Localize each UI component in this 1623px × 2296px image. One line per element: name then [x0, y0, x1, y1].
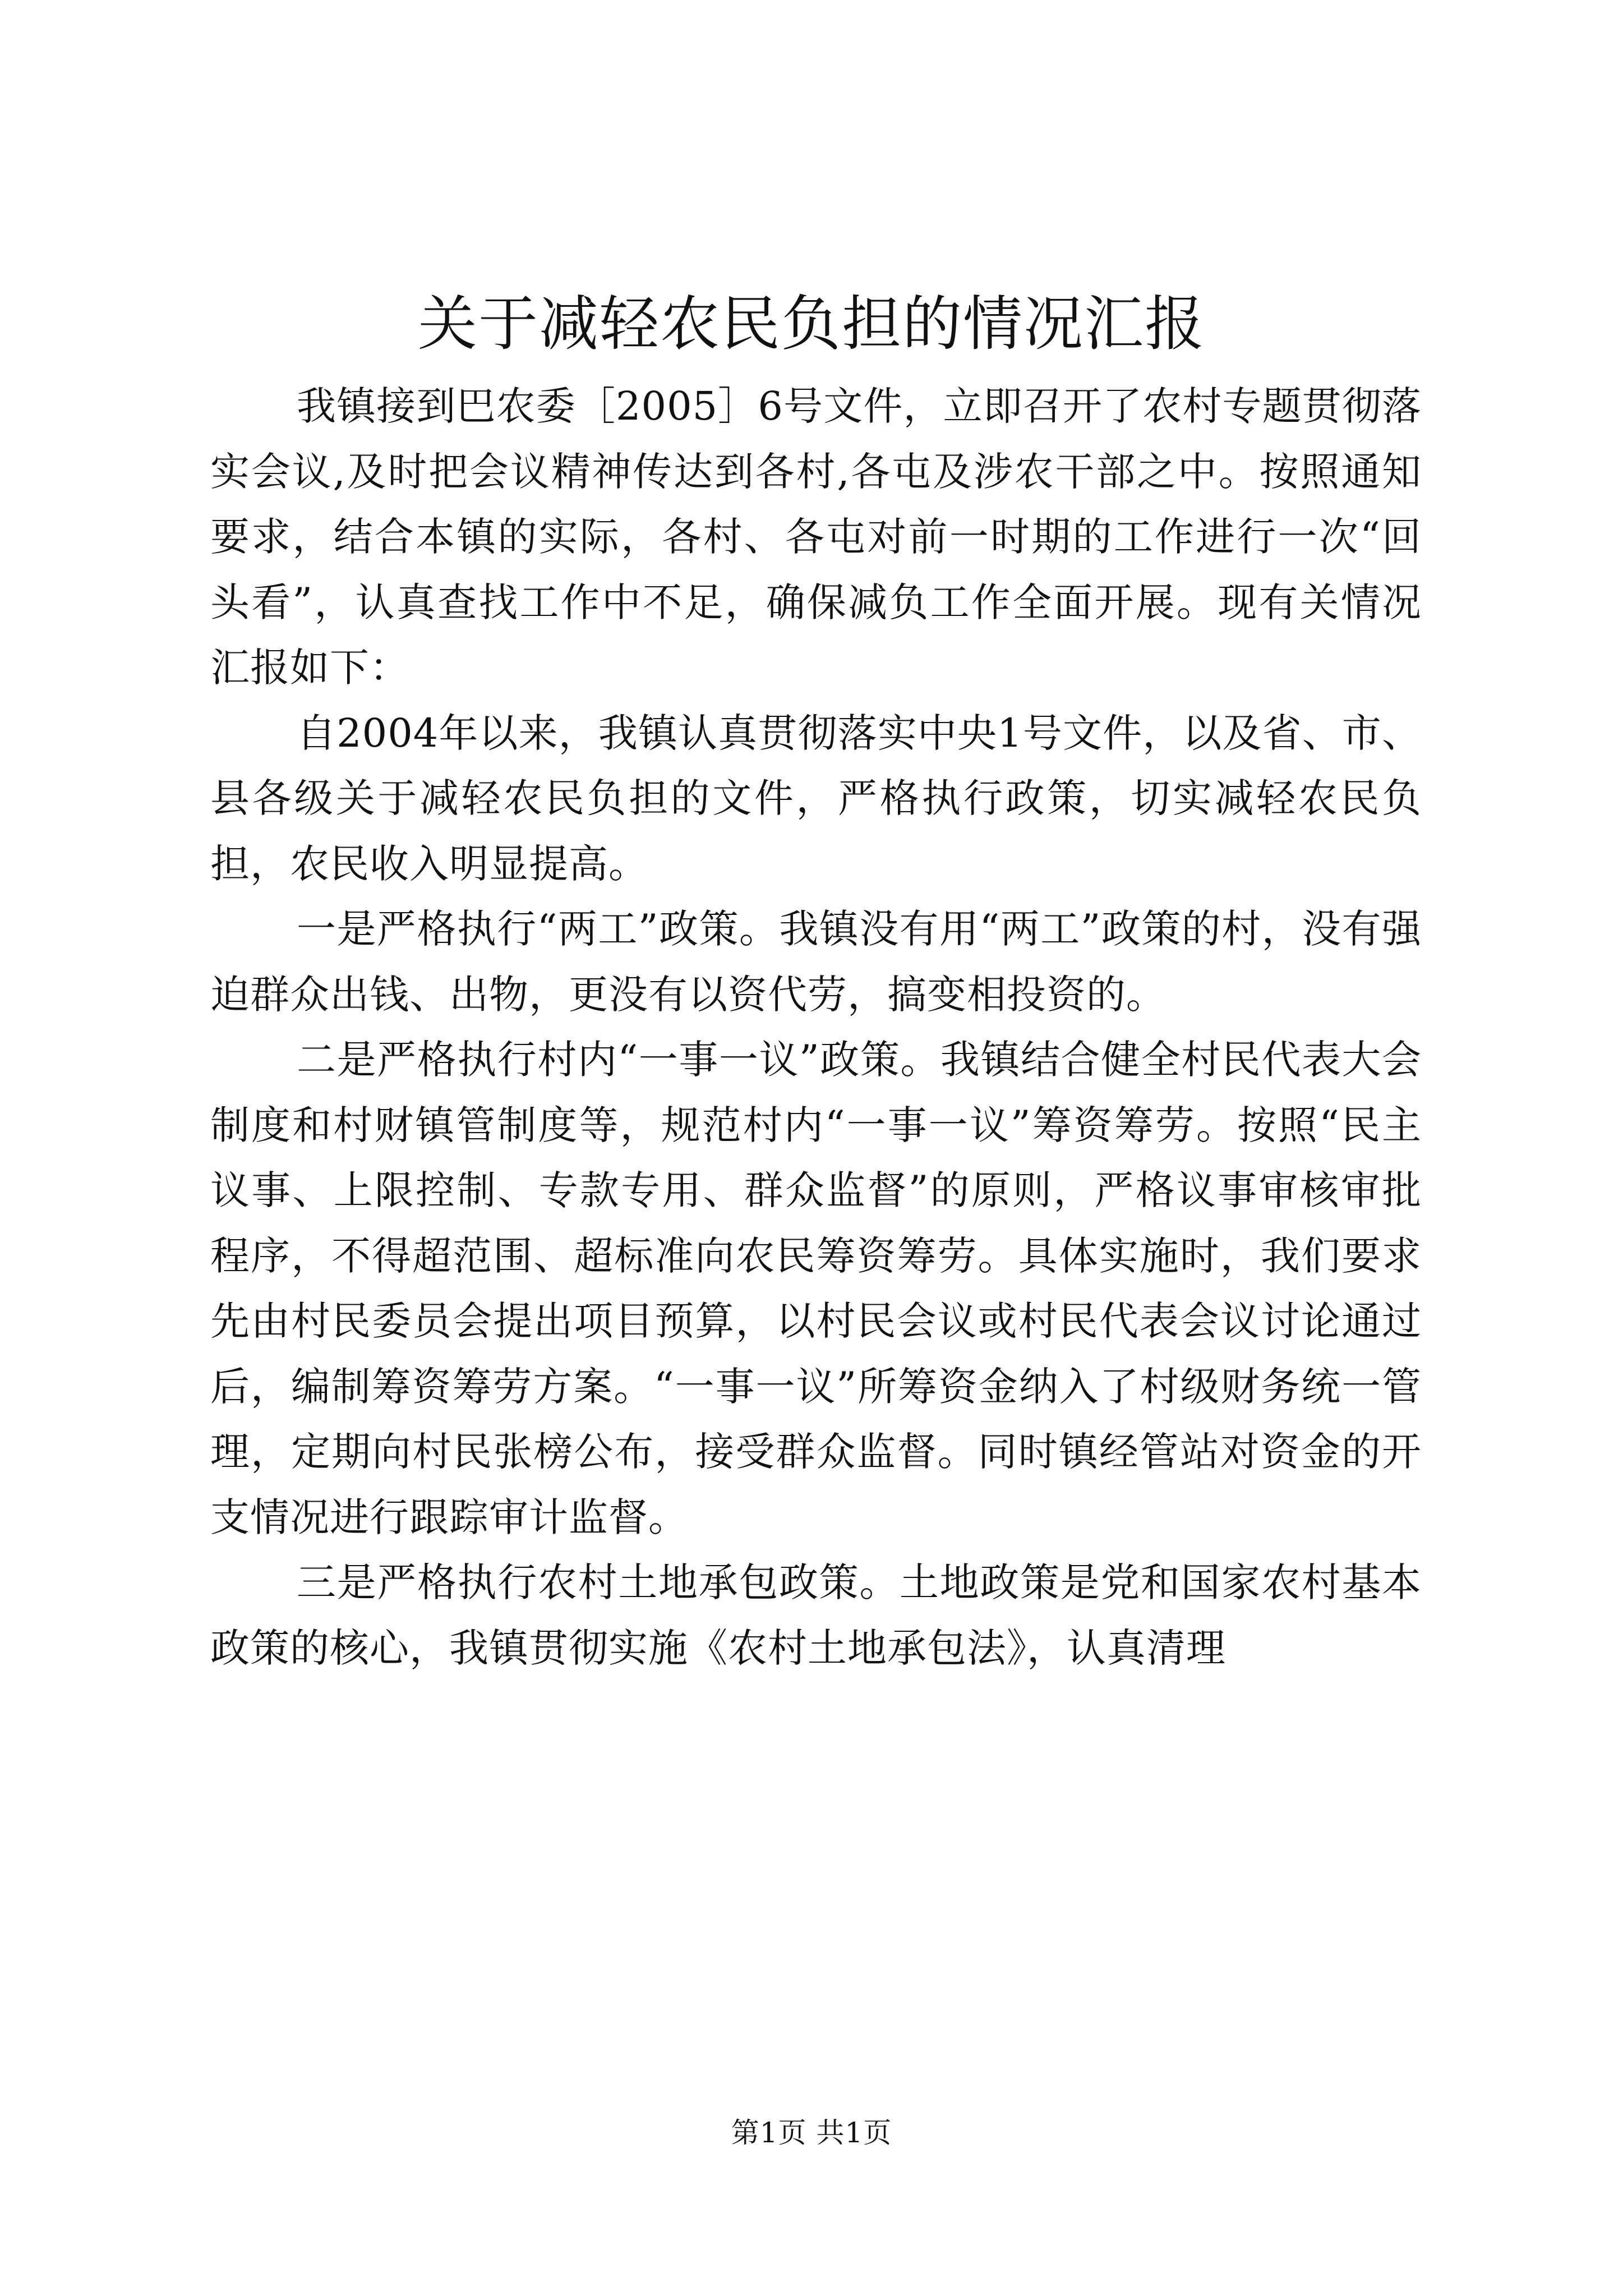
- body-paragraph: 一是严格执行“两工”政策。我镇没有用“两工”政策的村，没有强迫群众出钱、出物，更没有以资代劳，搞变相投资的。: [210, 906, 1422, 1018]
- body-paragraph: 自2004年以来，我镇认真贯彻落实中央1号文件，以及省、市、县各级关于减轻农民负担的文件，严格执行政策，切实减轻农民负担，农民收入明显提高。: [210, 710, 1422, 887]
- page-number-footer: 第1页 共1页: [731, 2116, 892, 2149]
- body-paragraph: 我镇接到巴农委［2005］6号文件，立即召开了农村专题贯彻落实会议,及时把会议精神传达到各村,各屯及涉农干部之中。按照通知要求，结合本镇的实际，各村、各屯对前一时期的工作进行一次“回头看”，认真查找工作中不足，确保减负工作全面开展。现有关情况汇报如下：: [210, 383, 1422, 691]
- body-paragraph: 三是严格执行农村土地承包政策。土地政策是党和国家农村基本政策的核心，我镇贯彻实施《农村土地承包法》，认真清理: [210, 1559, 1422, 1671]
- document-body: [210, 374, 1422, 1681]
- body-paragraph: 二是严格执行村内“一事一议”政策。我镇结合健全村民代表大会制度和村财镇管制度等，规范村内“一事一议”筹资筹劳。按照“民主议事、上限控制、专款专用、群众监督”的原则，严格议事审核审批程序，不得超范围、超标准向农民筹资筹劳。具体实施时，我们要求先由村民委员会提出项目预算，以村民会议或村民代表会议讨论通过后，编制筹资筹劳方案。“一事一议”所筹资金纳入了村级财务统一管理，定期向村民张榜公布，接受群众监督。同时镇经管站对资金的开支情况进行跟踪审计监督。: [210, 1037, 1422, 1540]
- document-title: 关于减轻农民负担的情况汇报: [418, 289, 1205, 358]
